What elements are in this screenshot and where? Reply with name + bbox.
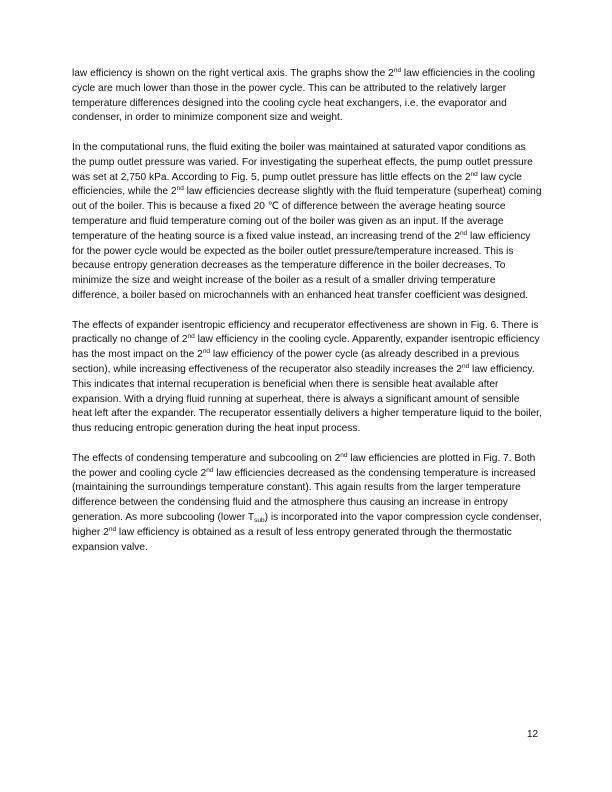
text-run: In the computational runs, the fluid exiting the boiler was maintained at saturated vapor conditions as the pump outlet pressure was varied. For investigating the superheat effects, the pump outlet pressure was set at 2,750 kPa. According to Fig. 5, pump outlet pressure has little effects on the 2	[72, 141, 533, 183]
paragraph-1	[72, 67, 542, 126]
text-run: nd	[206, 466, 214, 474]
paragraph-4	[72, 452, 542, 556]
text-run: law efficiencies decrease slightly with the fluid temperature (superheat) coming out of the boiler. This is because a fixed 20 ℃ of difference between the average heating source temperature and fluid temperature coming out of the boiler was given as an input. If the average temperature of the heating source is a fixed value instead, an increasing trend of the 2	[72, 186, 542, 242]
text-run: law efficiency. This indicates that internal recuperation is beneficial when there is sensible heat available after expansion. With a drying fluid running at superheat, there is always a significant amount of sensible heat left after the expander. The recuperator essentially delivers a higher temperature liquid to the boiler, thus reducing entropic generation during the heat input process.	[72, 363, 542, 435]
text-run: law cycle efficiencies, while the 2	[72, 171, 522, 198]
text-run: nd	[393, 67, 402, 74]
text-run: law efficiency of the power cycle (as already described in a previous section), while increasing effectiveness of the recuperator also steadily increases the 2	[72, 349, 520, 375]
text-run: law efficiencies in the cooling cycle are much lower than those in the power cycle. This can be attributed to the relatively larger temperature differences designed into the cooling cycle heat exchangers, i.e. the evaporator and condenser, in order to minimize component size and weight.	[72, 68, 536, 124]
text-run: nd	[459, 229, 468, 237]
text-run: nd	[340, 451, 348, 459]
text-run: law efficiencies decreased as the condensing temperature is increased (maintaining the surroundings temperature constant). This again results from the larger temperature difference between the condensing fluid and the atmosphere thus causing an increase in entropy generation. As more subcooling (lower T	[72, 467, 536, 523]
text-run: nd	[187, 333, 195, 341]
text-run: law efficiency in the cooling cycle. Apparently, expander isentropic efficiency has the most impact on the 2	[72, 334, 540, 361]
text-run: law efficiency is obtained as a result of less entropy generated through the thermostatic expansion valve.	[72, 526, 512, 553]
page-number: 12	[527, 729, 539, 740]
text-run: sub	[254, 516, 265, 524]
text-run: nd	[108, 525, 117, 533]
text-run: The effects of condensing temperature and subcooling on 2	[72, 452, 341, 464]
text-run: ) is incorporated into the vapor compression cycle condenser, higher 2	[72, 511, 542, 538]
text-run: nd	[202, 348, 211, 356]
text-run: The effects of expander isentropic efficiency and recuperator effectiveness are shown in Fig. 6. There is practically no change of 2	[72, 319, 539, 346]
text-run: nd	[176, 185, 184, 193]
paragraph-2	[72, 141, 542, 304]
text-run: nd	[470, 170, 478, 178]
text-run: nd	[461, 362, 470, 370]
text-run: law efficiencies are plotted in Fig. 7. Both the power and cooling cycle 2	[72, 452, 536, 479]
text-run: law efficiency is shown on the right vertical axis. The graphs show the 2	[72, 68, 394, 79]
text-run: law efficiency for the power cycle would be expected as the boiler outlet pressure/temperature increased. This is because entropy generation decreases as the temperature difference in the boiler decreases. To minimize the size and weight increase of the boiler as a result of a smaller driving temperature difference, a boiler based on microchannels with an enhanced heat transfer coefficient was designed.	[72, 230, 531, 301]
body-text	[72, 67, 542, 570]
paragraph-3	[72, 319, 542, 437]
